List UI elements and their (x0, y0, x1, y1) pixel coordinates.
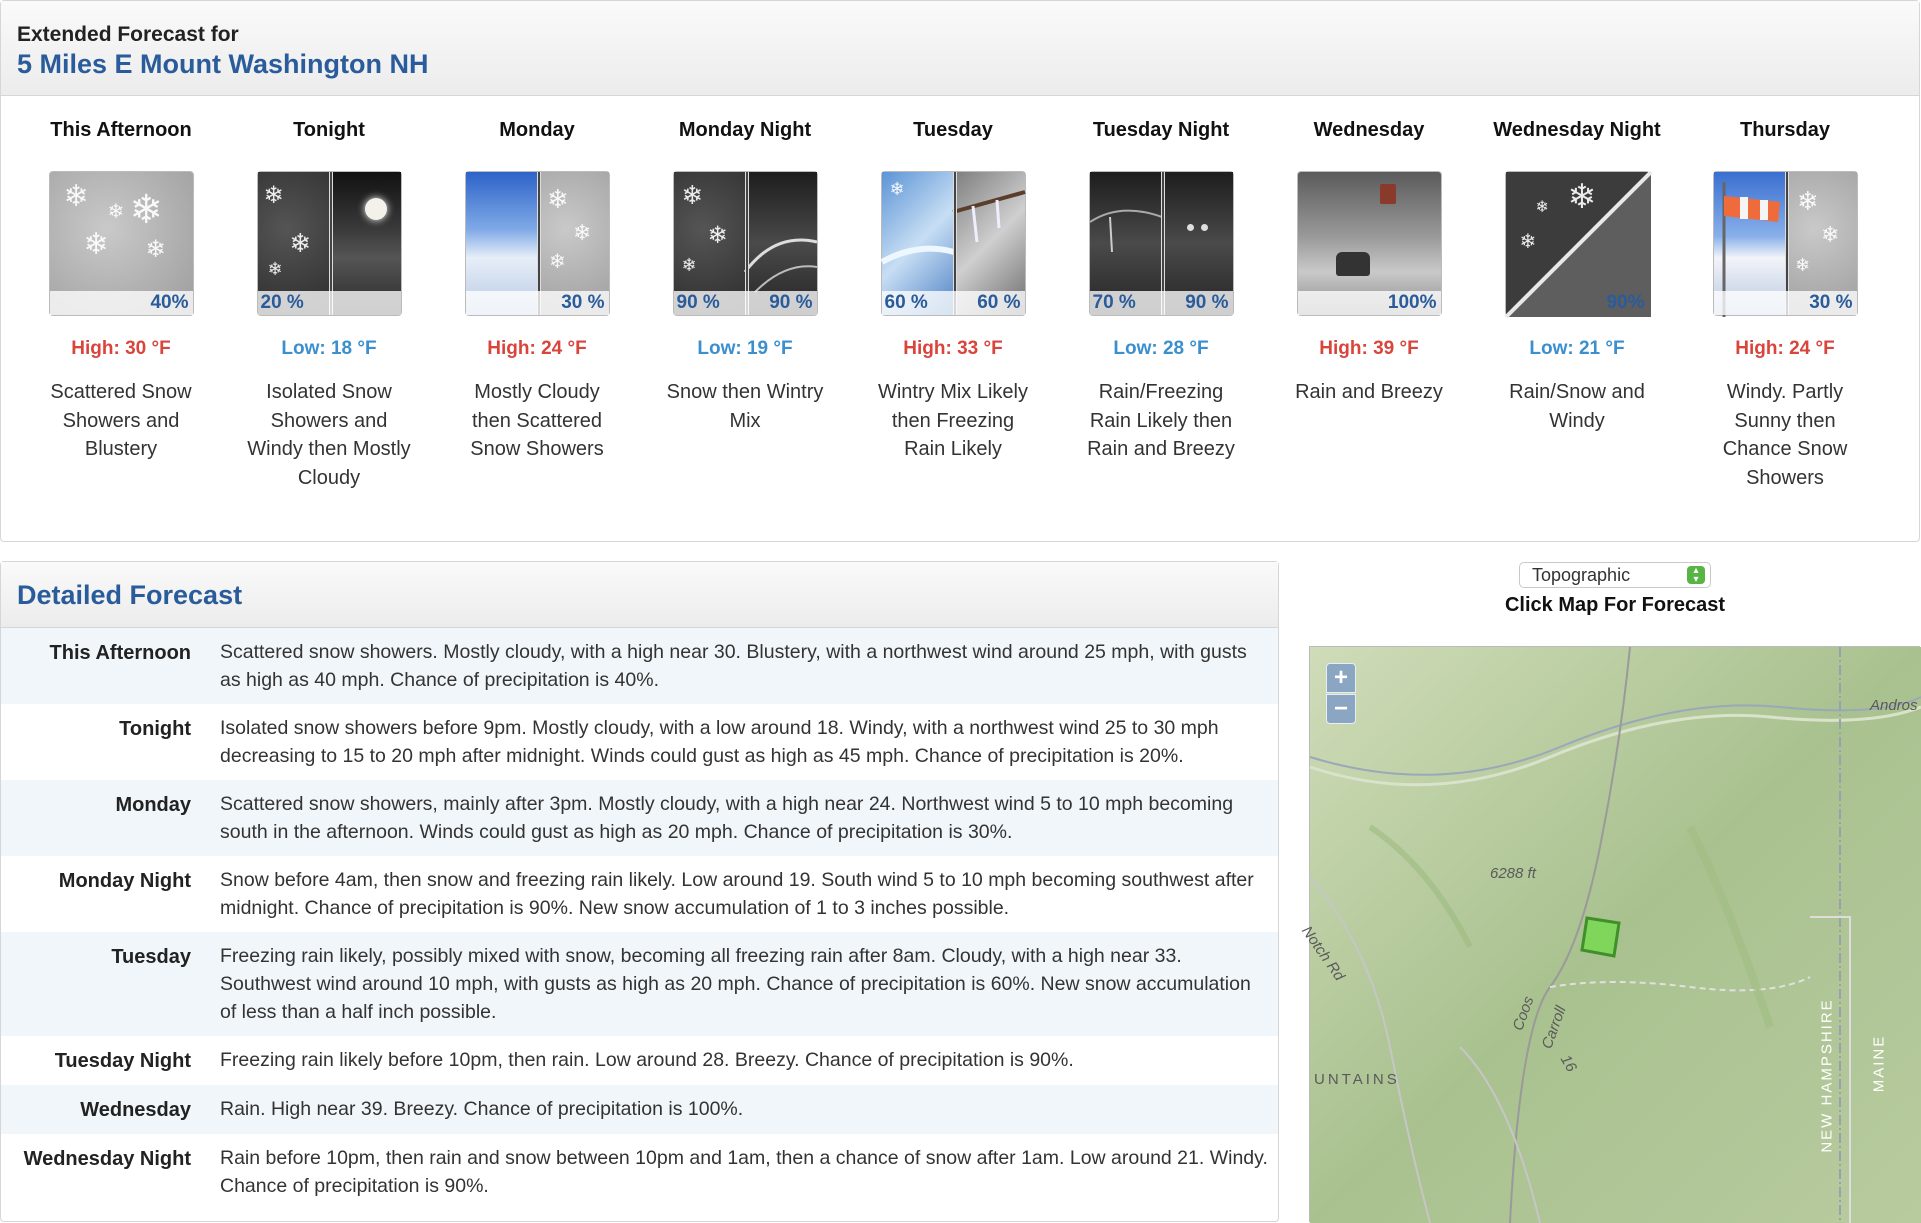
location-title: 5 Miles E Mount Washington NH (17, 49, 429, 79)
short-forecast: Snow then Wintry Mix (666, 381, 824, 432)
temperature: Low: 19 °F (697, 338, 793, 359)
map-label-route: 16 (1556, 1052, 1580, 1075)
temperature: High: 39 °F (1319, 338, 1419, 359)
map-label-coos: Coos (1509, 994, 1538, 1033)
precip-chance: 90 % (769, 292, 813, 313)
short-forecast: Rain/Snow and Windy (1509, 381, 1645, 432)
forecast-period[interactable] (233, 96, 425, 492)
detailed-forecast-header (1, 562, 1278, 628)
map-label-carroll: Carroll (1538, 1003, 1570, 1052)
row-text: Scattered snow showers. Mostly cloudy, with a high near 30. Blustery, with a northwest wind around 25 mph, with gusts as high as 40 mph. Chance of precipitation is 40%. (220, 641, 1247, 691)
row-text: Rain. High near 39. Breezy. Chance of precipitation is 100%. (220, 1098, 744, 1120)
row-label: Tuesday (111, 946, 191, 968)
wind-then-snow-icon: ❄ ❄ ❄ 30 % (1713, 171, 1858, 316)
map-label-town: Andros (1870, 697, 1918, 714)
precip-chance: 40% (150, 292, 189, 313)
short-forecast: Rain/Freezing Rain Likely then Rain and Breezy (1087, 381, 1235, 460)
row-label: Wednesday Night (23, 1148, 191, 1170)
cloudy-then-snow-icon: ❄ ❄ ❄ 30 % (465, 171, 610, 316)
table-row (1, 1134, 1278, 1210)
zoom-out-button[interactable]: − (1326, 694, 1356, 724)
row-label: This Afternoon (49, 642, 191, 664)
precip-chance: 60 % (884, 292, 928, 313)
forecast-period[interactable] (1065, 96, 1257, 464)
row-text: Isolated snow showers before 9pm. Mostly cloudy, with a low around 18. Windy, with a northwest wind 25 to 30 mph decreasing to 15 to 20 mph after midnight. Winds could gust as high as 45 mph. Chance of precipitation is 20%. (220, 717, 1219, 767)
forecast-location-marker (1582, 918, 1619, 956)
forecast-period[interactable] (1689, 96, 1881, 492)
extended-forecast-label: Extended Forecast for (17, 23, 239, 46)
period-name: Thursday (1739, 119, 1831, 141)
short-forecast: Scattered Snow Showers and Blustery (50, 381, 192, 460)
period-name: Wednesday Night (1493, 119, 1661, 141)
precip-chance: 30 % (1809, 292, 1853, 313)
click-map-label: Click Map For Forecast (1504, 594, 1726, 616)
temperature: High: 30 °F (71, 338, 171, 359)
row-label: Tonight (119, 718, 191, 740)
table-row (1, 628, 1278, 704)
map-type-select[interactable] (1519, 562, 1711, 588)
detailed-forecast-title: Detailed Forecast (17, 580, 243, 610)
period-name: Monday (499, 119, 575, 141)
temperature: High: 24 °F (487, 338, 587, 359)
forecast-period[interactable] (441, 96, 633, 464)
table-row (1, 780, 1278, 856)
table-row (1, 1036, 1278, 1085)
forecast-periods (17, 96, 1889, 536)
forecast-period[interactable] (857, 96, 1049, 464)
short-forecast: Isolated Snow Showers and Windy then Mostly Cloudy (247, 381, 411, 489)
snow-then-cloudy-night-icon: ❄ ❄ ❄ 20 % (257, 171, 402, 316)
detailed-forecast-table (1, 628, 1278, 1210)
table-row (1, 704, 1278, 780)
rain-icon (1297, 171, 1442, 316)
forecast-period[interactable] (25, 96, 217, 464)
forecast-period[interactable] (1273, 96, 1465, 407)
precip-chance: 90 % (676, 292, 720, 313)
precip-chance: 30 % (561, 292, 605, 313)
extended-forecast-panel (0, 0, 1920, 542)
mix-then-freezing-rain-icon: ❄ 60 % 60 % (881, 171, 1026, 316)
row-text: Freezing rain likely before 10pm, then rain. Low around 28. Breezy. Chance of precipitation is 90%. (220, 1049, 1074, 1071)
precip-chance: 90 % (1185, 292, 1229, 313)
short-forecast: Mostly Cloudy then Scattered Snow Showers (470, 381, 604, 460)
short-forecast: Wintry Mix Likely then Freezing Rain Likely (877, 381, 1028, 460)
temperature: High: 33 °F (903, 338, 1003, 359)
map-type-controls (1519, 562, 1711, 588)
row-text: Scattered snow showers, mainly after 3pm. Mostly cloudy, with a high near 24. Northwest wind 5 to 10 mph becoming south in the afternoon. Winds could gust as high as 20 mph. Chance of precipitation is 30%. (220, 793, 1234, 843)
table-row (1, 932, 1278, 1036)
forecast-period[interactable] (1481, 96, 1673, 435)
map-label-road: Notch Rd (1298, 923, 1348, 984)
period-name: Monday Night (678, 119, 812, 141)
map-type-value: Topographic (1532, 565, 1631, 585)
row-label: Tuesday Night (54, 1050, 191, 1072)
precip-chance: 60 % (977, 292, 1021, 313)
period-name: This Afternoon (50, 119, 192, 141)
period-name: Tuesday Night (1092, 119, 1230, 141)
temperature: Low: 28 °F (1113, 338, 1209, 359)
precip-chance: 70 % (1092, 292, 1136, 313)
row-text: Rain before 10pm, then rain and snow between 10pm and 1am, then a chance of snow after 1am. Low around 21. Windy. Chance of precipitation is 90%. (220, 1147, 1268, 1197)
period-name: Wednesday (1313, 119, 1425, 141)
short-forecast: Windy. Partly Sunny then Chance Snow Showers (1722, 381, 1848, 489)
snow-then-mix-icon: ❄ ❄ ❄ 90 % 90 % (673, 171, 818, 316)
row-text: Freezing rain likely, possibly mixed with snow, becoming all freezing rain after 8am. Cloudy, with a high near 33. Southwest wind around 10 mph, with gusts as high as 20 mph. Chance of precipitation is 60%. New snow accumulation of less than a half inch possible. (220, 945, 1251, 1023)
row-label: Monday Night (58, 870, 191, 892)
precip-chance: 90% (1606, 292, 1645, 313)
zoom-in-button[interactable]: + (1326, 663, 1356, 693)
select-arrows-icon: ▴ ▾ (1687, 566, 1705, 584)
temperature: Low: 21 °F (1529, 338, 1625, 359)
period-name: Tonight (293, 119, 365, 141)
snow-showers-icon: ❄ ❄ ❄ ❄ ❄ 40% (49, 171, 194, 316)
extended-forecast-header (1, 1, 1919, 96)
forecast-period[interactable] (649, 96, 841, 435)
precip-chance: 100% (1387, 292, 1437, 313)
map-label-elevation: 6288 ft (1490, 865, 1536, 882)
rain-snow-icon: ❄ ❄ ❄ 90% (1505, 171, 1650, 316)
table-row (1, 1085, 1278, 1134)
row-text: Snow before 4am, then snow and freezing rain likely. Low around 19. South wind 5 to 10 mph becoming southwest after midnight. Chance of precipitation is 90%. New snow accumulation of 1 to 3 inches possible. (220, 869, 1254, 919)
temperature: High: 24 °F (1735, 338, 1835, 359)
period-name: Tuesday (913, 119, 993, 141)
forecast-map[interactable] (1298, 646, 1920, 1222)
freezing-rain-then-rain-icon (1089, 171, 1234, 316)
map-label-new-hampshire: NEW HAMPSHIRE (1818, 998, 1836, 1153)
short-forecast: Rain and Breezy (1295, 381, 1443, 403)
map-label-mountains: UNTAINS (1314, 1071, 1400, 1088)
precip-chance: 20 % (260, 292, 304, 313)
temperature: Low: 18 °F (281, 338, 377, 359)
detailed-forecast-panel (0, 561, 1279, 1222)
row-label: Wednesday (80, 1099, 191, 1121)
table-row (1, 856, 1278, 932)
row-label: Monday (115, 794, 191, 816)
map-label-maine: MAINE (1870, 1034, 1888, 1093)
